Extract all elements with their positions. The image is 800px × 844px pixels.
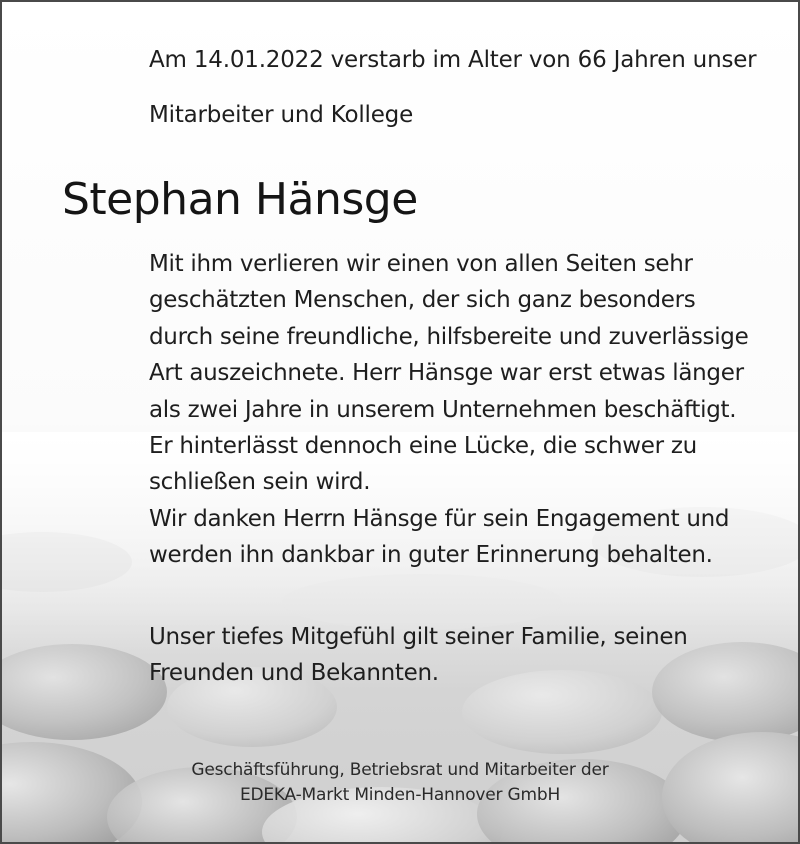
signature-line-staff: Geschäftsführung, Betriebsrat und Mitarbeiter der: [191, 760, 609, 780]
signature-block: [2, 758, 798, 808]
notice-content: [2, 2, 798, 842]
intro-line-date: Am 14.01.2022 verstarb im Alter von 66 Jahren unser: [149, 47, 757, 73]
intro-line-role: Mitarbeiter und Kollege: [149, 102, 414, 128]
tribute-line: geschätzten Menschen, der sich ganz besonders: [149, 287, 696, 314]
tribute-line: als zwei Jahre in unserem Unternehmen beschäftigt.: [149, 396, 737, 423]
tribute-line: Wir danken Herrn Hänsge für sein Engagement und: [149, 505, 730, 532]
signature-line-company: EDEKA-Markt Minden-Hannover GmbH: [239, 785, 561, 805]
tribute-line: Mit ihm verlieren wir einen von allen Seiten sehr: [149, 251, 693, 277]
tribute-line: durch seine freundliche, hilfsbereite und zuverlässige: [149, 323, 749, 350]
tribute-line: schließen sein wird.: [149, 469, 371, 496]
tribute-text: [149, 246, 748, 574]
deceased-name: Stephan Hänsge: [62, 174, 418, 225]
condolence-text: [149, 619, 687, 692]
tribute-line: werden ihn dankbar in guter Erinnerung behalten.: [149, 542, 713, 569]
condolence-line: Unser tiefes Mitgefühl gilt seiner Familie, seinen: [149, 624, 688, 650]
condolence-line: Freunden und Bekannten.: [149, 660, 439, 687]
tribute-line: Art auszeichnete. Herr Hänsge war erst etwas länger: [149, 360, 744, 387]
tribute-line: Er hinterlässt dennoch eine Lücke, die schwer zu: [149, 433, 697, 460]
